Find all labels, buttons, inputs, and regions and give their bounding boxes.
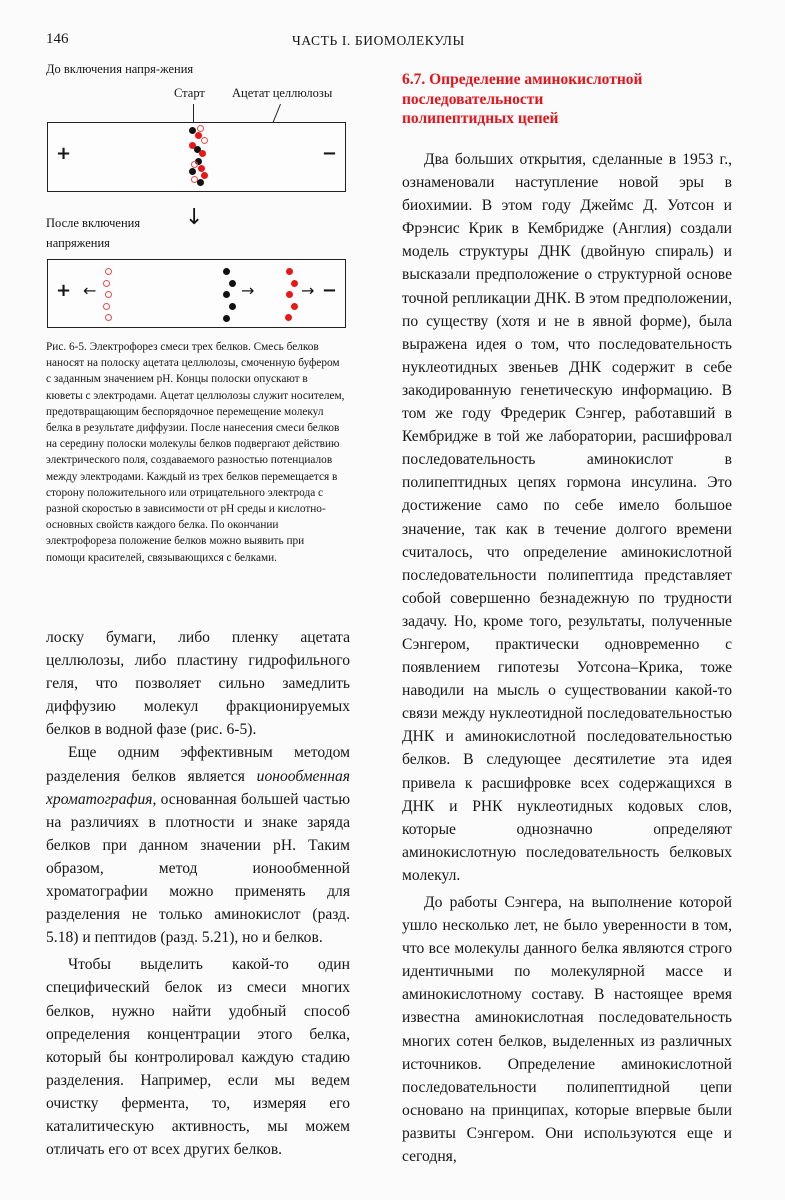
protein-dot-red	[198, 165, 205, 172]
protein-dot-black	[229, 280, 236, 287]
plus-electrode-icon: +	[56, 280, 72, 301]
plus-electrode-icon: +	[56, 143, 72, 164]
left-arrow-icon: ←	[83, 281, 97, 300]
protein-dot-black	[229, 303, 236, 310]
label-before-voltage: До включения напря-жения	[46, 62, 194, 76]
minus-electrode-icon: −	[321, 280, 337, 301]
section-title-line: последовательности	[402, 90, 544, 108]
section-title	[402, 70, 732, 129]
protein-dot-black	[223, 315, 230, 322]
protein-dot-red	[285, 314, 292, 321]
protein-dot-open	[105, 314, 112, 321]
protein-dot-red	[199, 150, 206, 157]
right-arrow-icon: →	[241, 281, 255, 300]
right-column	[402, 148, 732, 1168]
section-title-line: 6.7. Определение аминокислотной	[402, 71, 643, 88]
label-after-voltage: После включения напряжения	[46, 216, 141, 250]
paragraph: Два больших открытия, сделанные в 1953 г., ознаменовали наступление новой эры в биохимии. В этом году Джеймс Д. Уотсон и Фрэнсис Крик в Кембридже (Англия) создали модель структуры ДНК (двойную спираль) и высказали предположение о структурной основе точной репликации ДНК. В этом предположении, по существу (хотя и не в явной форме), была выражена идея о том, что последовательность нуклеотидных звеньев ДНК содержит в себе закодированную генетическую информацию. В том же году Фредерик Сэнгер, работавший в Кембридже в той же лаборатории, расшифровал последовательность аминокислот в полипептидных цепях гормона инсулина. Это достижение само по себе имело большое значение, так как в течение долгого времени считалось, что определение аминокислотной последовательности полипептида представляет собой совершенно безнадежную по трудности задачу. Но, кроме того, результаты, полученные Сэнгером, практически одновременно с появлением гипотезы Уотсона–Крика, тоже наводили на мысль о существовании какой-то связи между нуклеотидной последовательностью ДНК и аминокислотной последовательностью белков. В следующее десятилетие эта идея привела к расшифровке всех содержащихся в ДНК и РНК нуклеотидных кодовых слов, которые однозначно определяют аминокислотную последовательность белковых молекул.	[402, 151, 732, 884]
text-run: , основанная большей частью на различиях в плотности и знаке заряда белков при данном значении рН. Таким образом, метод ионообменной хроматографии можно применять для разделения не только аминокислот (разд. 5.18) и пептидов (разд. 5.21), но и белков.	[46, 790, 350, 947]
start-pointer-line	[193, 104, 194, 122]
protein-dot-open	[191, 161, 198, 168]
italic-term: ионообменная хроматография	[46, 767, 350, 808]
protein-dot-open	[201, 137, 208, 144]
minus-electrode-icon: −	[321, 143, 337, 164]
protein-dot-open	[105, 268, 112, 275]
protein-dot-open	[103, 303, 110, 310]
strip-after-voltage	[47, 259, 346, 328]
section-title-line: полипептидных цепей	[402, 110, 559, 127]
paragraph: лоску бумаги, либо пленку ацетата целлюлозы, либо пластину гидрофильного геля, что позволяет сильно замедлить диффузию молекул фракционируемых белков в водной фазе (рис. 6-5).	[46, 629, 350, 739]
protein-dot-black	[189, 168, 196, 175]
paragraph: До работы Сэнгера, на выполнение которой ушло несколько лет, не было уверенности в том, что все молекулы данного белка являются строго идентичными по молекулярной массе и аминокислотному составу. В настоящее время известна аминокислотная последовательность многих сотен белков, выделенных из различных источников. Определение аминокислотной последовательности полипептидной цепи основано на принципах, которые впервые были развиты Сэнгером. Они используются еще и сегодня,	[402, 894, 732, 1166]
protein-dot-open	[105, 291, 112, 298]
protein-dot-black	[223, 268, 230, 275]
text-run: Еще одним эффективным методом разделения белков является	[46, 744, 350, 785]
protein-dot-black	[197, 179, 204, 186]
paragraph	[46, 741, 350, 949]
label-start: Старт	[174, 86, 205, 100]
down-arrow-icon: ↓	[185, 205, 204, 230]
protein-dot-red	[286, 268, 293, 275]
figure-caption: Рис. 6-5. Электрофорез смеси трех белков. Смесь белков наносят на полоску ацетата целлюлозы, смоченную буфером с заданным значением рН. Концы полоски опускают в кюветы с электродами. Ацетат целлюлозы служит носителем, предотвращающим беспорядочное перемещение молекул белка в результате диффузии. После нанесения смеси белков на середину полоски молекулы белков подвергают действию электрического поля, создаваемого разностью потенциалов между электродами. Каждый из трех белков перемещается в сторону положительного или отрицательного электрода с разной скоростью в зависимости от рН среды и кислотно-основных свойств каждого белка. По окончании электрофореза положение белков можно выявить при помощи красителей, связывающихся с белками.	[46, 341, 345, 564]
paragraph: Чтобы выделить какой-то один специфический белок из смеси многих белков, нужно найти удобный способ определения концентрации этого белка, который бы контролировал каждую стадию разделения. Например, если мы ведем очистку фермента, то, измеряя его каталитическую активность, мы можем отличать его от всех других белков.	[46, 956, 350, 1159]
strip-before-voltage	[47, 122, 346, 192]
protein-dot-black	[223, 291, 230, 298]
protein-dot-red	[201, 172, 208, 179]
protein-dot-red	[291, 303, 298, 310]
page-number: 146	[46, 31, 69, 47]
protein-dot-open	[197, 125, 204, 132]
label-cellulose-acetate: Ацетат целлюлозы	[232, 86, 333, 100]
protein-dot-red	[286, 291, 293, 298]
running-head: ЧАСТЬ I. БИОМОЛЕКУЛЫ	[292, 33, 465, 48]
right-arrow-icon: →	[301, 281, 315, 300]
left-column	[46, 626, 350, 1161]
protein-dot-open	[103, 280, 110, 287]
protein-dot-red	[291, 280, 298, 287]
